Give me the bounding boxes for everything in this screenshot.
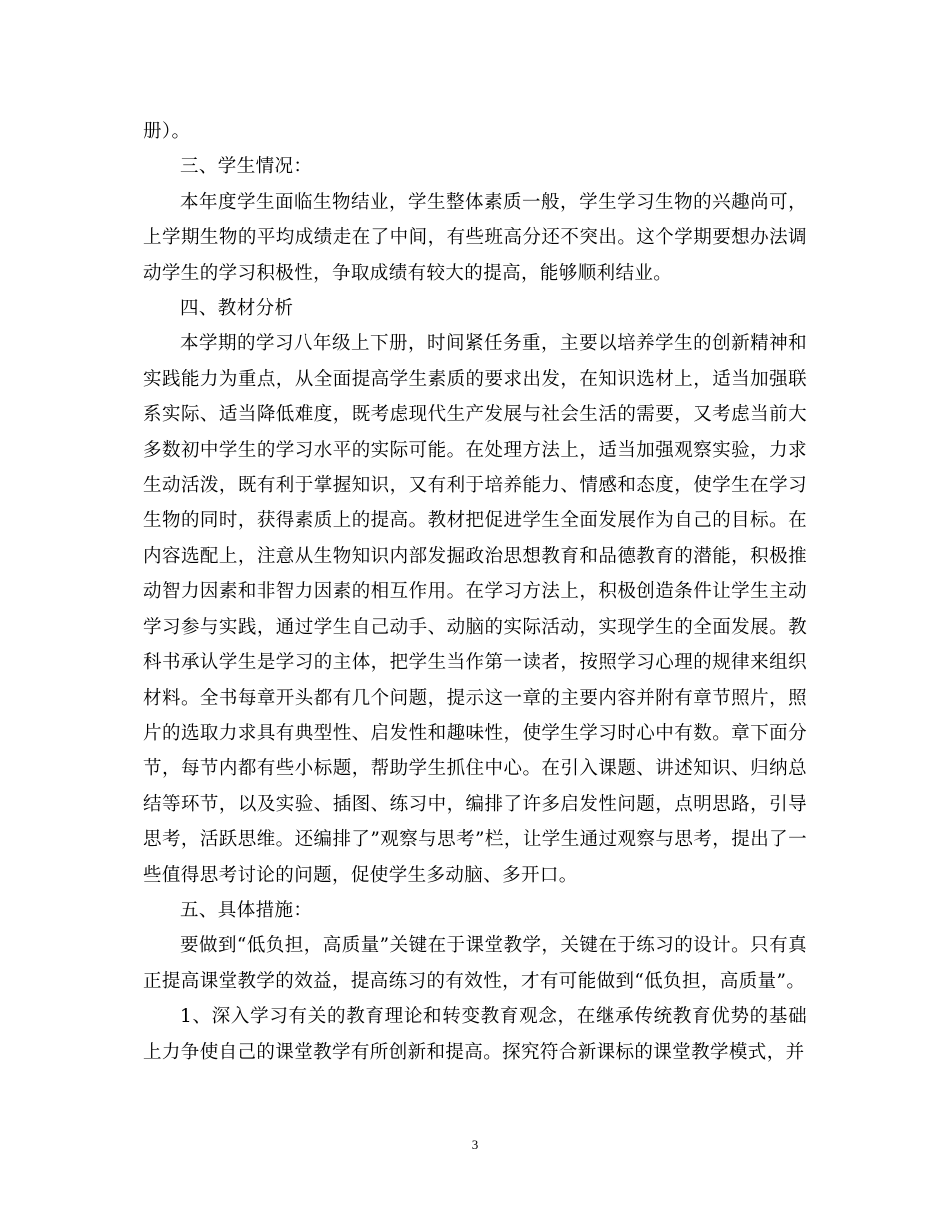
paragraph-textbook: 本学期的学习八年级上下册，时间紧任务重，主要以培养学生的创新精神和实践能力为重点，从全面提高学生素质的要求出发，在知识选材上，适当加强联系实际、适当降低难度，既考虑现代生产发展与社会生活的需要，又考虑当前大多数初中学生的学习水平的实际可能。在处理方法上，适当加强观察实验，力求生动活泼，既有利于掌握知识，又有利于培养能力、情感和态度，使学生在学习生物的同时，获得素质上的提高。教材把促进学生全面发展作为自己的目标。在内容选配上，注意从生物知识内部发掘政治思想教育和品德教育的潜能，积极推动智力因素和非智力因素的相互作用。在学习方法上，积极创造条件让学生主动学习参与实践，通过学生自己动手、动脑的实际活动，实现学生的全面发展。教科书承认学生是学习的主体，把学生当作第一读者，按照学习心理的规律来组织材料。全书每章开头都有几个问题，提示这一章的主要内容并附有章节照片，照片的选取力求具有典型性、启发性和趣味性，使学生学习时心中有数。章下面分节，每节内都有些小标题，帮助学生抓住中心。在引入课题、讲述知识、归纳总结等环节，以及实验、插图、练习中，编排了许多启发性问题，点明思路，引导思考，活跃思维。还编排了”观察与思考”栏，让学生通过观察与思考，提出了一些值得思考讨论的问题，促使学生多动脑、多开口。 — [143, 333, 807, 886]
section-heading-measures: 五、具体措施： — [180, 899, 313, 921]
paragraph-continuation: 册）。 — [143, 121, 191, 142]
paragraph-measures: 要做到“低负担，高质量”关键在于课堂教学，关键在于练习的设计。只有真正提高课堂教学的效益，提高练习的有效性，才有可能做到“低负担，高质量”。 — [143, 935, 807, 992]
document-body — [143, 114, 807, 1070]
paragraph-students: 本年度学生面临生物结业，学生整体素质一般，学生学习生物的兴趣尚可，上学期生物的平均成绩走在了中间，有些班高分还不突出。这个学期要想办法调动学生的学习积极性，争取成绩有较大的提高，能够顺利结业。 — [143, 191, 807, 284]
section-heading-students: 三、学生情况： — [180, 156, 313, 178]
page-number: 3 — [471, 1137, 479, 1152]
paragraph-measure-1: 1、深入学习有关的教育理论和转变教育观念，在继承传统教育优势的基础上力争使自己的课堂教学有所创新和提高。探究符合新课标的课堂教学模式，并 — [143, 1006, 807, 1063]
section-heading-textbook: 四、教材分析 — [180, 298, 294, 320]
